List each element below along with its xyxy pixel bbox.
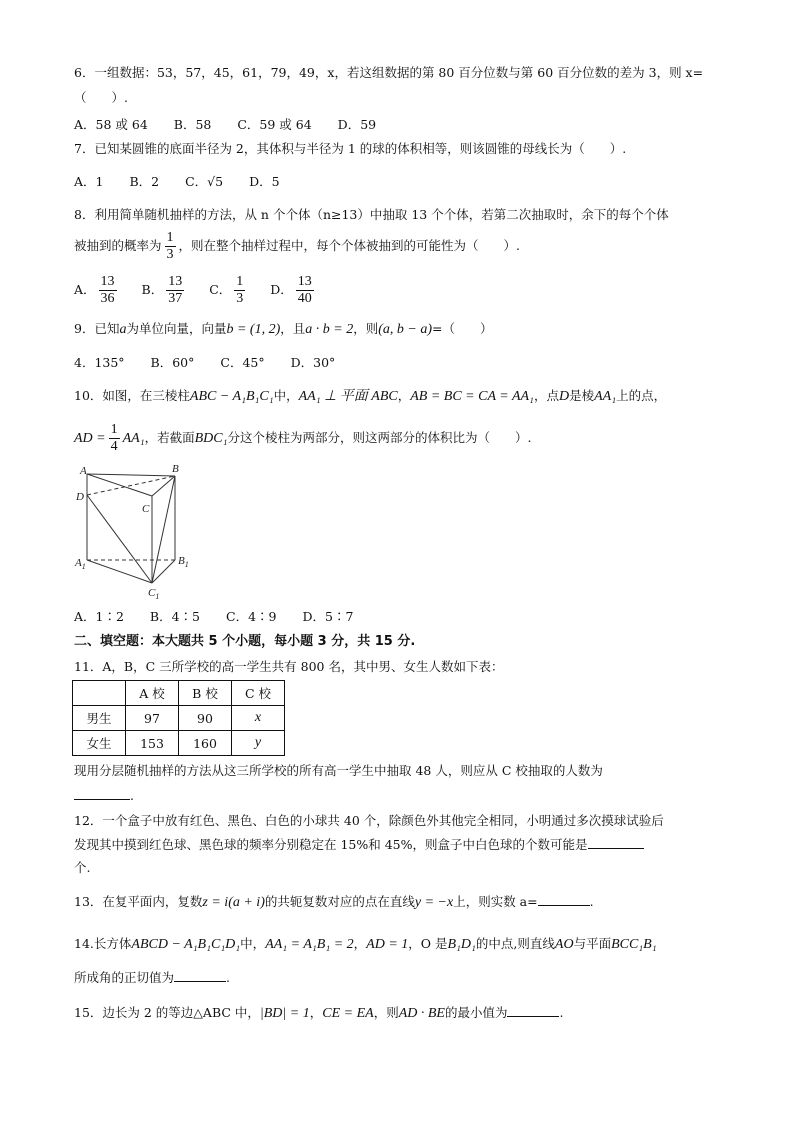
q9-mid2: ，且 (280, 321, 306, 336)
q9-option-a: 4．135° (74, 355, 125, 370)
q6-option-a: A．58 或 64 (74, 117, 148, 132)
q13-answer-blank[interactable] (538, 893, 590, 906)
q13-line-eq: y = −x (414, 895, 454, 910)
q13-pre: 13．在复平面内，复数 (74, 894, 203, 909)
q8-option-d-num: 13 (297, 274, 312, 289)
table-cell: 160 (179, 731, 232, 756)
q15-answer-blank[interactable] (507, 1004, 559, 1017)
q10-ad: AD = (74, 431, 106, 446)
label-B: B (172, 463, 179, 475)
q10-mid4: 是棱 (569, 388, 595, 403)
label-B1-main: B (178, 555, 185, 567)
q8-line2 (74, 228, 520, 264)
q6-option-d: D．59 (337, 117, 377, 132)
q14-end: . (226, 970, 230, 985)
q8-option-c (209, 274, 248, 306)
q10-mid2: ， (397, 388, 411, 403)
table-cell: 97 (126, 706, 179, 731)
q11-after: 现用分层随机抽样的方法从这三所学校的所有高一学生中抽取 48 人，则应从 C 校抽取的人数为 (74, 763, 603, 778)
q14-mid2: ， (353, 936, 367, 951)
prism-figure (72, 462, 197, 602)
q10-option-b: B．4∶5 (149, 609, 201, 624)
q10-edge: AA₁ (594, 389, 617, 404)
table-cell: x (232, 706, 285, 731)
q8-option-d-den: 40 (297, 291, 312, 306)
label-A1 (74, 557, 86, 571)
q7-stem: 7．已知某圆锥的底面半径为 2，其体积与半径为 1 的球的体积相等，则该圆锥的母线长为（ ）. (74, 141, 627, 156)
label-B1 (178, 555, 189, 569)
q10-point-d: D (558, 389, 570, 404)
q8-fraction (165, 230, 176, 263)
q8-option-b-num: 13 (168, 274, 183, 289)
q8-line2-post: ，则在整个抽样过程中，每个个体被抽到的可能性为（ ）. (178, 238, 520, 253)
q8-options (74, 270, 317, 310)
q8-option-c-frac (234, 274, 245, 307)
q13-post: 上，则实数 a= (453, 894, 538, 909)
q14-seg: B₁D₁ (447, 937, 476, 952)
label-A1-main: A (75, 557, 82, 569)
q14-ao: AO (554, 937, 574, 952)
table-cell: 女生 (73, 731, 126, 756)
table-cell: y (232, 731, 285, 756)
q14-line2 (74, 969, 230, 987)
q12-line3: 个. (74, 860, 91, 875)
table-header-row (73, 681, 285, 706)
q10-option-d: D．5∶7 (302, 609, 354, 624)
q12-line1: 12．一个盒子中放有红色、黑色、白色的小球共 40 个，除颜色外其他完全相同，小明通过多次摸球试验后 (74, 813, 664, 828)
q8-option-b-frac (166, 274, 184, 307)
q14-answer-blank[interactable] (174, 969, 226, 982)
q11-stem: 11．A，B，C 三所学校的高一学生共有 800 名，其中男、女生人数如下表： (74, 659, 504, 674)
q10-option-a: A．1∶2 (74, 609, 124, 624)
q9-mid1: 为单位向量，向量 (126, 321, 227, 336)
q10-line2-post: 分这个棱柱为两部分，则这两部分的体积比为（ ）. (227, 430, 532, 445)
q9-pre: 9．已知 (74, 321, 120, 336)
q13-stem (74, 893, 594, 912)
q10-frac-num: 1 (110, 422, 118, 437)
q8-frac-num: 1 (166, 230, 174, 245)
q9-mid3: ，则 (353, 321, 379, 336)
label-C1-sub: 1 (155, 592, 160, 601)
edge-A1C1 (87, 560, 152, 583)
q10-line1 (74, 387, 666, 406)
q9-vector-b: b = (1, 2) (226, 322, 281, 337)
label-B1-sub: 1 (184, 560, 189, 569)
q8-option-d (270, 274, 317, 306)
section-heading: 二、填空题：本大题共 5 个小题，每小题 3 分，共 15 分. (74, 634, 416, 649)
q9-options (74, 354, 357, 372)
label-A1-sub: 1 (81, 562, 86, 571)
q7-option-b: B．2 (129, 174, 160, 189)
table-cell: 90 (179, 706, 232, 731)
table-header-cell: B 校 (179, 681, 232, 706)
q10-options (74, 608, 375, 626)
q8-frac-den: 3 (166, 247, 174, 262)
edge-BC1 (152, 476, 175, 583)
q14-eq1: AA₁ = A₁B₁ = 2 (265, 937, 354, 952)
q7-options (74, 173, 302, 191)
q6-line1: 6．一组数据：53，57，45，61，79，49，x，若这组数据的第 80 百分位数与第 60 百分位数的差为 3，则 x= (74, 65, 704, 80)
label-C1 (148, 587, 159, 601)
q8-option-a-frac (99, 274, 117, 307)
q14-eq2: AD = 1 (366, 937, 409, 952)
q8-option-b-den: 37 (168, 291, 183, 306)
q9-angle: (a, b − a) (378, 322, 433, 337)
q10-post: 上的点， (616, 388, 667, 403)
table-header-cell: A 校 (126, 681, 179, 706)
q15-pre: 15．边长为 2 的等边△ABC 中， (74, 1005, 260, 1020)
q13-mid: 的共轭复数对应的点在直线 (264, 894, 415, 909)
q11-answer-line (74, 787, 134, 805)
q14-plane: BCC₁B₁ (611, 937, 657, 952)
q8-line2-pre: 被抽到的概率为 (74, 238, 162, 253)
q15-e2: CE = EA (322, 1006, 374, 1021)
q6-option-c: C．59 或 64 (237, 117, 312, 132)
q12-answer-blank[interactable] (588, 836, 644, 849)
q8-option-c-label: C． (209, 282, 232, 297)
table-row (73, 731, 285, 756)
table-header-cell (73, 681, 126, 706)
q15-mid2: ，则 (373, 1005, 399, 1020)
q6-option-b: B．58 (173, 117, 212, 132)
q10-mid3: ，点 (533, 388, 559, 403)
q15-e3: AD · BE (398, 1006, 445, 1021)
q8-option-b-label: B． (141, 282, 164, 297)
q10-option-c: C．4∶9 (226, 609, 277, 624)
label-C: C (142, 503, 150, 515)
q10-section: BDC₁ (194, 431, 228, 446)
q14-mid4: 的中点,则直线 (475, 936, 555, 951)
q6-options (74, 116, 398, 134)
q14-mid1: 中， (240, 936, 266, 951)
q10-mid1: 中， (273, 388, 299, 403)
q8-option-c-num: 1 (236, 274, 244, 289)
q8-option-b (141, 274, 188, 306)
q9-option-d: D．30° (290, 355, 336, 370)
q11-table (72, 680, 285, 756)
table-row (73, 706, 285, 731)
q7-option-d: D．5 (249, 174, 280, 189)
q10-frac-den: 4 (110, 439, 118, 454)
q8-line1: 8．利用简单随机抽样的方法，从 n 个个体（n≥13）中抽取 13 个个体，若第二次抽取时，余下的每个个体 (74, 207, 669, 222)
q14-line2-text: 所成角的正切值为 (74, 970, 175, 985)
q8-option-a-label: A． (74, 282, 96, 297)
q10-prism: ABC − A₁B₁C₁ (189, 389, 274, 404)
q15-post: 的最小值为 (444, 1005, 508, 1020)
q9-dot-product: a · b = 2 (305, 322, 354, 337)
label-D: D (76, 491, 84, 503)
q8-option-a-num: 13 (100, 274, 115, 289)
q8-option-a-den: 36 (100, 291, 115, 306)
table-cell: 男生 (73, 706, 126, 731)
q10-line2 (74, 420, 531, 457)
label-A: A (80, 465, 87, 477)
q11-answer-blank[interactable] (74, 787, 130, 800)
edge-AB (87, 474, 175, 476)
q15-end: . (559, 1005, 564, 1020)
q15-stem (74, 1004, 563, 1023)
q10-perp: AA₁ ⊥ 平面 ABC (298, 389, 398, 404)
q10-fraction (109, 422, 120, 455)
q8-option-a (74, 274, 120, 306)
table-header-cell: C 校 (232, 681, 285, 706)
q14-box: ABCD − A₁B₁C₁D₁ (131, 937, 241, 952)
q8-option-d-frac (296, 274, 314, 307)
q8-option-d-label: D． (270, 282, 293, 297)
q7-option-a: A．1 (74, 174, 104, 189)
q14-pre: 14.长方体 (74, 936, 132, 951)
q10-pre: 10．如图，在三棱柱 (74, 388, 190, 403)
q15-e1: |BD| = 1 (259, 1006, 310, 1021)
q7-option-c: C．√5 (185, 174, 224, 189)
q10-aa1: AA₁ (122, 431, 145, 446)
q12-line2 (74, 836, 644, 854)
edge-C1B1 (152, 560, 175, 583)
q13-expr: z = i(a + i) (202, 895, 265, 910)
q15-mid1: ， (309, 1005, 323, 1020)
q10-eq: AB = BC = CA = AA₁ (410, 389, 534, 404)
q14-mid3: ，O 是 (408, 936, 448, 951)
label-C1-main: C (148, 587, 156, 599)
q11-end: . (130, 788, 134, 803)
q9-vector-a: a (119, 322, 127, 337)
q13-end: . (589, 894, 594, 909)
table-cell: 153 (126, 731, 179, 756)
q9-stem (74, 320, 493, 339)
q14-line1 (74, 935, 657, 954)
q9-option-b: B．60° (150, 355, 195, 370)
q9-option-c: C．45° (220, 355, 265, 370)
q10-line2-mid: ，若截面 (144, 430, 195, 445)
q14-mid5: 与平面 (573, 936, 612, 951)
q9-post: =（ ） (432, 321, 493, 336)
q8-option-c-den: 3 (236, 291, 244, 306)
q6-line2: （ ）. (74, 90, 128, 105)
q12-line2-text: 发现其中摸到红色球、黑色球的频率分别稳定在 15%和 45%，则盒子中白色球的个数可能是 (74, 837, 588, 852)
